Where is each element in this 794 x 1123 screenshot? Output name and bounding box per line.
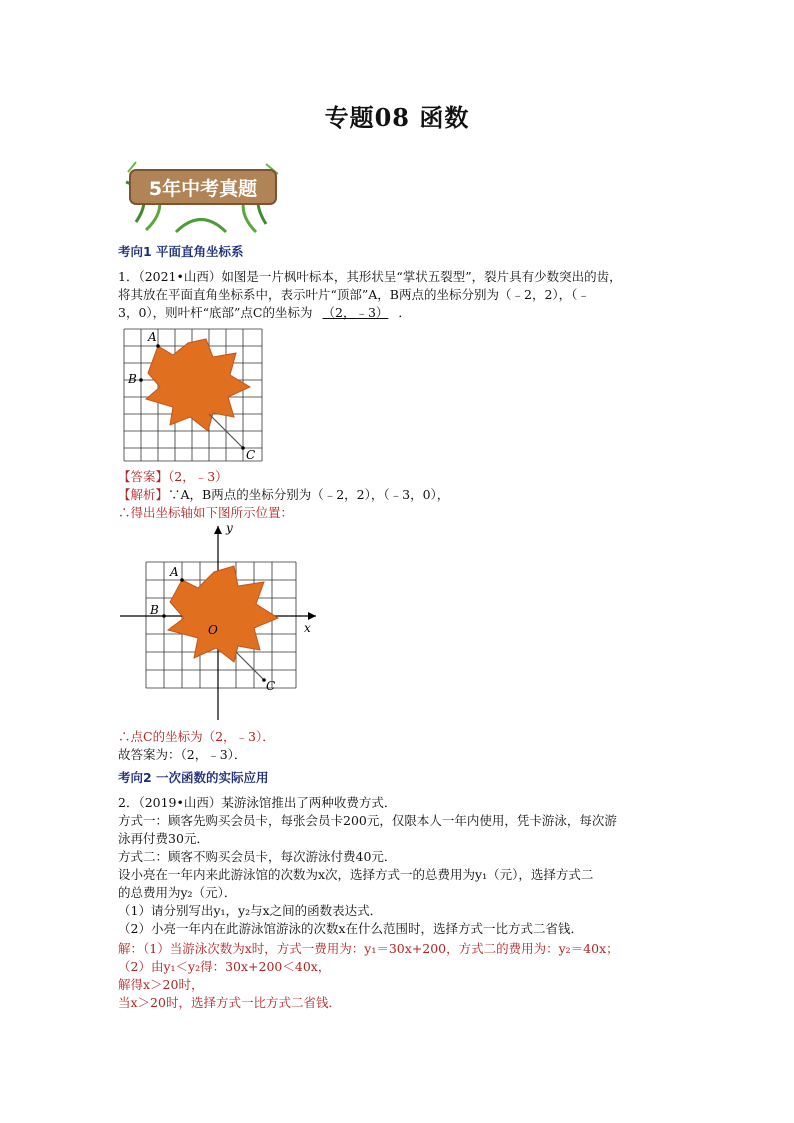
q2-line-5: 设小亮在一年内来此游泳馆的次数为x次，选择方式一的总费用为y₁（元），选择方式二 bbox=[118, 867, 594, 882]
solution-line-4: 当x＞20时，选择方式一比方式二省钱． bbox=[118, 995, 341, 1010]
analysis-line-2: ∴得出坐标轴如下图所示位置： bbox=[118, 505, 294, 520]
x-axis-arrow-icon bbox=[308, 612, 316, 620]
conclusion-line-2: 故答案为：（2，﹣3）． bbox=[118, 747, 247, 762]
q1-line-1: 1．（2021•山西）如图是一片枫叶标本，其形状呈“掌状五裂型”，裂片具有少数突出的齿， bbox=[118, 269, 622, 284]
y-axis-arrow-icon bbox=[214, 526, 222, 534]
section-heading-2: 考向2 一次函数的实际应用 bbox=[118, 770, 269, 785]
solution-line-1: 解：（1）当游泳次数为x时，方式一费用为：y₁＝30x+200，方式二的费用为：y₂＝40x； bbox=[118, 941, 619, 956]
maple-leaf-icon bbox=[168, 566, 278, 662]
question-1 bbox=[118, 268, 678, 322]
solution-line-3: 解得x＞20时， bbox=[118, 977, 204, 992]
origin-label: O bbox=[208, 623, 218, 637]
banner-image bbox=[116, 152, 286, 234]
solution-2 bbox=[118, 940, 678, 1012]
figure-2-axes bbox=[118, 520, 328, 725]
page-title: 专题08 函数 bbox=[324, 103, 470, 132]
q2-line-6: 的总费用为y₂（元）． bbox=[118, 885, 237, 900]
q1-line-3: 3，0），则叶杆“底部”点C的坐标为 （2，﹣3） ． bbox=[118, 305, 411, 320]
answer-block bbox=[118, 468, 678, 522]
section-heading-1: 考向1 平面直角坐标系 bbox=[118, 244, 244, 259]
q2-part-1: （1）请分别写出y₁，y₂与x之间的函数表达式． bbox=[118, 903, 383, 918]
q1-answer-blank: （2，﹣3） bbox=[322, 305, 389, 320]
point-label-a: A bbox=[148, 330, 157, 344]
answer-value: （2，﹣3） bbox=[168, 469, 228, 484]
q2-part-2: （2）小亮一年内在此游泳馆游泳的次数x在什么范围时，选择方式一比方式二省钱． bbox=[118, 921, 584, 936]
point-label-c: C bbox=[266, 679, 276, 693]
maple-leaf-icon bbox=[146, 339, 250, 431]
point-label-b: B bbox=[150, 603, 159, 617]
answer-label: 【答案】 bbox=[118, 469, 169, 484]
q2-line-4: 方式二：顾客不购买会员卡，每次游泳付费40元． bbox=[118, 849, 397, 864]
point-label-a: A bbox=[170, 565, 179, 579]
y-axis-label: y bbox=[226, 521, 233, 535]
question-2 bbox=[118, 794, 678, 938]
q2-line-2: 方式一：顾客先购买会员卡，每张会员卡200元，仅限本人一年内使用，凭卡游泳，每次游 bbox=[118, 813, 617, 828]
conclusion-line-1: ∴点C的坐标为（2，﹣3）． bbox=[118, 729, 275, 744]
analysis-text: ∵A，B两点的坐标分别为（﹣2，2），（﹣3，0）， bbox=[168, 487, 450, 502]
point-label-b: B bbox=[128, 372, 137, 386]
point-label-c: C bbox=[246, 448, 256, 462]
analysis-label: 【解析】 bbox=[118, 487, 169, 502]
x-axis-label: x bbox=[304, 621, 311, 635]
q2-line-1: 2．（2019•山西）某游泳馆推出了两种收费方式． bbox=[118, 795, 397, 810]
conclusion bbox=[118, 728, 678, 764]
banner-text: 5年中考真题 bbox=[148, 178, 258, 200]
solution-line-2: （2）由y₁＜y₂得：30x+200＜40x， bbox=[118, 959, 331, 974]
figure-1-grid bbox=[118, 325, 268, 465]
q2-line-3: 泳再付费30元． bbox=[118, 831, 209, 846]
q1-line-2: 将其放在平面直角坐标系中，表示叶片“顶部”A，B两点的坐标分别为（﹣2，2），（﹣ bbox=[118, 287, 590, 302]
